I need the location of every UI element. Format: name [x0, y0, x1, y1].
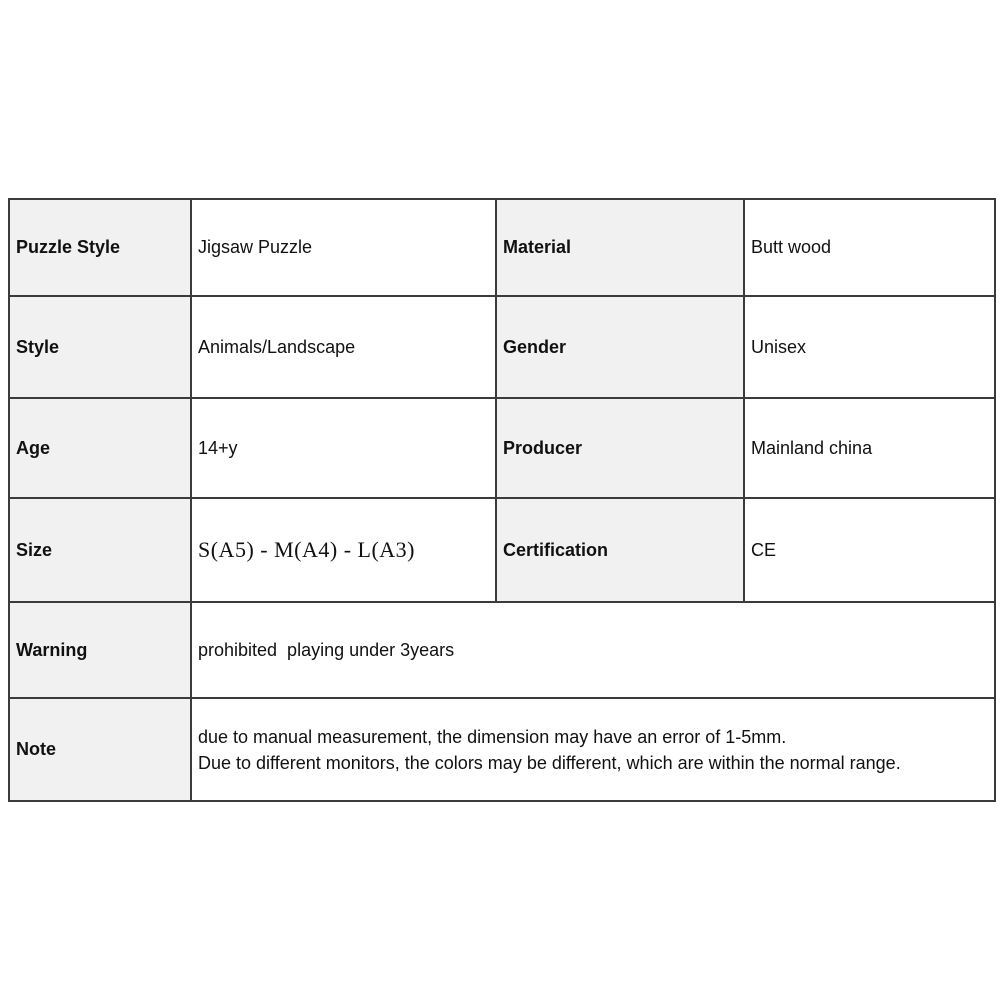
spec-row-size: [9, 498, 995, 602]
spec-row-style: [9, 296, 995, 398]
spec-label-style: Style: [9, 296, 191, 398]
spec-row-note: [9, 698, 995, 801]
spec-label-size: Size: [9, 498, 191, 602]
note-line-1: due to manual measurement, the dimension may have an error of 1-5mm.: [198, 726, 787, 747]
spec-label-producer: Producer: [496, 398, 744, 498]
spec-value-material: Butt wood: [744, 199, 995, 296]
spec-value-puzzle-style: Jigsaw Puzzle: [191, 199, 496, 296]
spec-row-puzzle-style: [9, 199, 995, 296]
spec-value-note: [191, 698, 995, 801]
spec-label-certification: Certification: [496, 498, 744, 602]
spec-label-puzzle-style: Puzzle Style: [9, 199, 191, 296]
spec-value-producer: Mainland china: [744, 398, 995, 498]
spec-value-warning: prohibited playing under 3years: [191, 602, 995, 698]
spec-label-material: Material: [496, 199, 744, 296]
spec-value-size: S(A5) - M(A4) - L(A3): [191, 498, 496, 602]
spec-label-gender: Gender: [496, 296, 744, 398]
note-line-2: Due to different monitors, the colors may be different, which are within the normal range.: [198, 752, 901, 773]
spec-value-certification: CE: [744, 498, 995, 602]
spec-label-note: Note: [9, 698, 191, 801]
spec-value-age: 14+y: [191, 398, 496, 498]
spec-row-warning: [9, 602, 995, 698]
product-spec-table: [8, 198, 996, 802]
spec-row-age: [9, 398, 995, 498]
spec-value-gender: Unisex: [744, 296, 995, 398]
spec-value-style: Animals/Landscape: [191, 296, 496, 398]
spec-label-age: Age: [9, 398, 191, 498]
spec-label-warning: Warning: [9, 602, 191, 698]
